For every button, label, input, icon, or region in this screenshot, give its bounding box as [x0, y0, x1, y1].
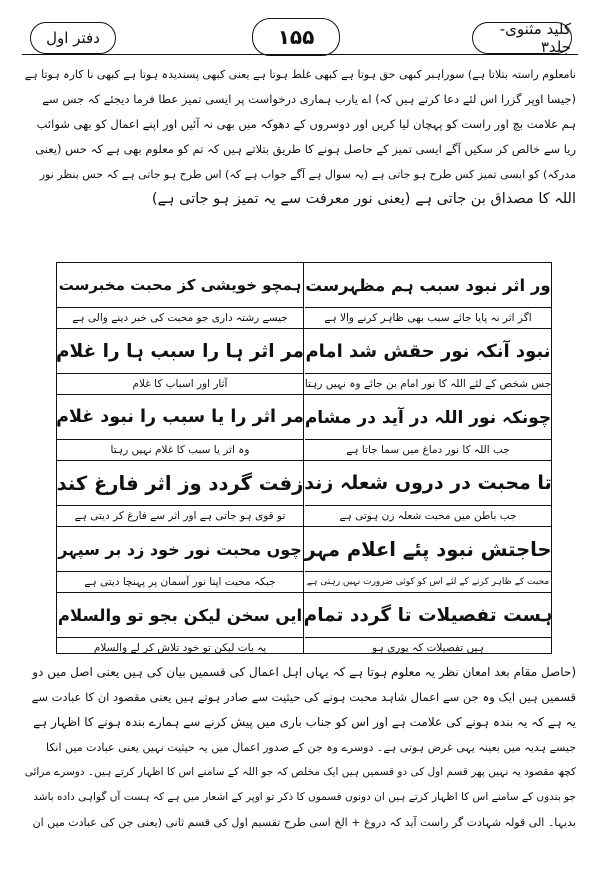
text-line: کچھ مقصود یہ نہیں پھر قسم اول کی دو قسمیں ہیں ایک مخلص کہ جو اللہ کے سامنے اس کا اظہار کرتے ہیں۔ دوسرے مرائی — [24, 766, 576, 778]
verse-line: ور اثر نبود سبب ہم مظہرست — [305, 275, 551, 295]
couplet-left-cell — [57, 527, 303, 593]
poem-table — [56, 262, 552, 654]
couplet-left-cell — [57, 395, 303, 461]
couplet-left-cell — [57, 593, 303, 659]
couplet-right-cell — [305, 329, 551, 395]
couplet-row — [57, 329, 551, 395]
verse-translation: جب اللہ کا نور دماغ میں سما جاتا ہے — [305, 439, 551, 460]
verse-translation: یہ بات لیکن تو خود تلاش کر لے والسلام — [57, 637, 303, 658]
verse-line: تا محبت در دروں شعلہ زند — [304, 472, 552, 494]
couplet-row — [57, 461, 551, 527]
verse-translation: جیسے رشتہ داری جو محبت کی خبر دینے والی ہے — [57, 307, 303, 328]
verse-line: مر اثر ہا را سبب ہا را غلام — [56, 340, 304, 362]
text-line: جو بندوں کے سامنے اس کا اظہار کرتے ہیں ان دونوں قسموں کا ذکر تو اوپر کے اشعار میں ہے کہ ہست آں گواہی داده باشد — [33, 791, 576, 803]
couplet-row — [57, 263, 551, 329]
verse-translation: محبت کے ظاہر کرنے کے لئے اس کو کوئی ضرورت نہیں رہتی ہے — [305, 571, 551, 592]
text-line: ہم علامت بچ اور راست کو پہچان لیا کریں اور دوسروں کے دھوکہ میں بھی نہ آئیں اور اپنے اعمال کو بھی شوائب — [36, 117, 576, 131]
verse-line: حاجتش نبود پئے اعلام مہر — [304, 537, 552, 561]
text-line: جیسے ہدیہ میں بعینہ یہی غرض ہوتی ہے۔ دوسرے وہ جن کے صدور اعمال میں یہ حیثیت نہیں یعنی عبادت میں انکا — [46, 741, 576, 754]
text-line: نامعلوم راستہ بتلاتا ہے) سوراہبر کبھی حق ہوتا ہے کبھی غلط ہوتا ہے یعنی کبھی پسندیدہ ہوتا ہے کبھی نا کارہ ہوتا ہے — [24, 68, 576, 81]
verse-line: چوں محبت نور خود زد بر سپہر — [58, 539, 302, 559]
verse-line: چونکہ نور اللہ در آید در مشام — [304, 407, 552, 428]
couplet-left-cell — [57, 461, 303, 527]
verse-translation: اگر اثر نہ پایا جائے سبب بھی ظاہر کرنے والا ہے — [305, 307, 551, 328]
text-line: اللہ کا مصداق بن جاتی ہے (یعنی نور معرفت سے یہ تمیز ہو جاتی ہے) — [151, 191, 576, 207]
section-label: دفتر اول — [30, 22, 116, 54]
verse-translation: ہیں تفصیلات کہ پوری ہو — [305, 637, 551, 658]
couplet-right-cell — [305, 461, 551, 527]
couplet-left-cell — [57, 263, 303, 329]
couplet-right-cell — [305, 395, 551, 461]
verse-line: زفت گردد وز اثر فارغ کند — [56, 471, 304, 495]
verse-translation: جبکہ محبت اپنا نور آسمان پر پہنچا دیتی ہے — [57, 571, 303, 592]
verse-line: ہست تفصیلات تا گردد تمام — [303, 604, 553, 626]
intro-paragraph — [24, 62, 576, 212]
verse-line: ہمچو خویشی کز محبت مخبرست — [58, 276, 302, 294]
verse-translation: وہ اثر یا سبب کا غلام نہیں رہتا — [57, 439, 303, 460]
text-line: بدیہا۔ الی قولہ شہادت گر راست آید کہ دروغ + الخ اسی طرح تقسیم اول کی قسم ثانی (یعنی جن کی عبادت میں ان — [32, 816, 576, 829]
couplet-right-cell — [305, 527, 551, 593]
page-number: ۱۵۵ — [252, 18, 340, 56]
text-line: (جیسا اوپر گزرا اس لئے دعا کرتے ہیں کہ) اے یارب ہماری درخواست پر ایسی تمیز عطا فرما دیجئے کہ جس سے — [42, 92, 576, 106]
couplet-right-cell — [305, 263, 551, 329]
text-line: (حاصل مقام بعد امعان نظر یہ معلوم ہوتا ہے کہ یہاں اہل اعمال کی قسمیں بیان کی ہیں یعنی اصل میں دو — [32, 665, 576, 679]
book-title-label: کلید مثنوی-جلد۳ — [472, 22, 572, 54]
verse-line: مر اثر را یا سبب را نبود غلام — [56, 407, 304, 427]
couplet-right-cell — [305, 593, 551, 659]
text-line: یہ ہے کہ یہ بندہ ہونے کی علامت ہے اور اس کو جناب باری میں پیش کرنے سے ہمارے بندہ ہونے کا اظہار ہے — [33, 715, 576, 729]
couplet-row — [57, 527, 551, 593]
verse-translation: تو قوی ہو جاتی ہے اور اثر سے فارغ کر دیتی ہے — [57, 505, 303, 526]
verse-line: ایں سخن لیکن بجو تو والسلام — [57, 605, 303, 625]
verse-translation: آثار اور اسباب کا غلام — [57, 373, 303, 394]
text-line: مدرکہ) کو ایسی تمیز کس طرح ہو جاتی ہے (یہ سوال ہے آگے جواب ہے کہ) اس طرح ہو جاتی ہے کہ حس بنظر نور — [39, 168, 576, 181]
verse-translation: جب باطن میں محبت شعلہ زن ہوتی ہے — [305, 505, 551, 526]
commentary-paragraph — [24, 660, 576, 835]
couplet-left-cell — [57, 329, 303, 395]
verse-translation: جس شخص کے لئے اللہ کا نور امام بن جائے وہ نہیں رہتا — [305, 373, 551, 394]
couplet-row — [57, 593, 551, 659]
couplet-row — [57, 395, 551, 461]
text-line: قسمیں ہیں ایک وہ جن سے اعمال شاہد محبت ہونے کی حیثیت سے صادر ہوتے ہیں یعنی مقصود ان کا عبادت سے — [31, 690, 576, 704]
verse-line: نبود آنکہ نور حقش شد امام — [305, 340, 551, 362]
text-line: ریا سے خالص کر سکیں آگے ایسی تمیز کے حاصل ہونے کا طریق بتلاتے ہیں کہ تم کو معلوم بھی ہے کہ حس (یعنی — [35, 142, 576, 156]
header-divider — [22, 54, 578, 55]
